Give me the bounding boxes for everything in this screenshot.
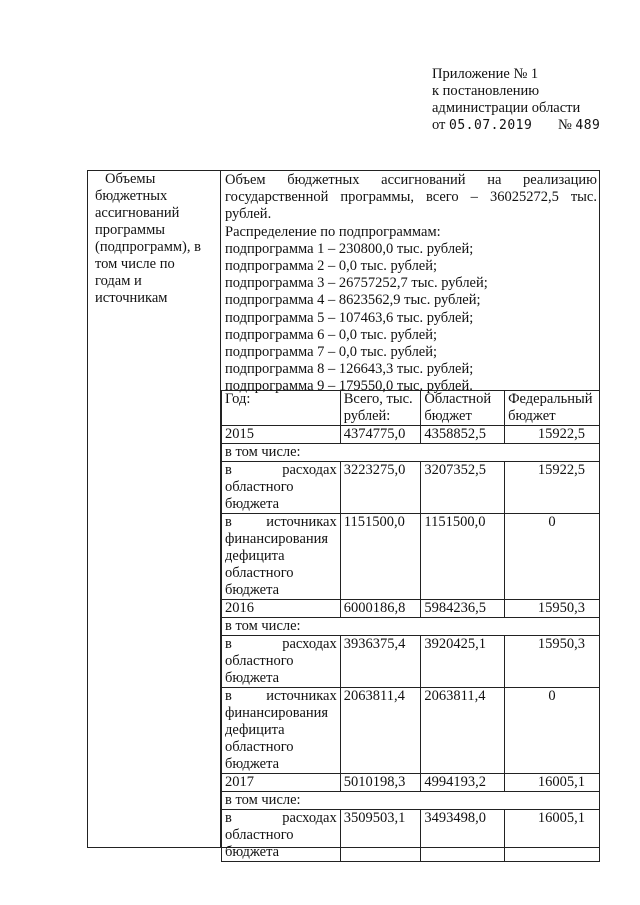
expenses-label	[222, 462, 341, 514]
header-federal: Федеральный бюджет	[505, 391, 600, 426]
federal-cell: 15922,5	[505, 462, 600, 514]
table-row	[222, 810, 600, 862]
regional-cell: 4994193,2	[421, 774, 505, 792]
deficit-sources-label	[222, 514, 341, 600]
year-cell: 2017	[222, 774, 341, 792]
including-label: в том числе:	[222, 618, 600, 636]
appendix-subtitle-1: к постановлению	[432, 83, 540, 99]
year-cell: 2016	[222, 600, 341, 618]
expenses-label	[222, 810, 341, 862]
federal-cell: 16005,1	[505, 774, 600, 792]
subprogram-line: подпрограмма 2 – 0,0 тыс. рублей;	[225, 258, 438, 275]
financing-table	[221, 390, 600, 862]
total-cell: 2063811,4	[340, 688, 421, 774]
table-row-year	[222, 774, 600, 792]
subprogram-line: подпрограмма 8 – 126643,3 тыс. рублей;	[225, 361, 474, 378]
subprogram-line: подпрограмма 3 – 26757252,7 тыс. рублей;	[225, 275, 488, 292]
decree-date: 05.07.2019	[449, 118, 533, 133]
intro-line: Объем бюджетных ассигнований на реализацию	[225, 172, 597, 188]
deficit-sources-label	[222, 688, 341, 774]
left-cell-line: том числе по	[95, 256, 175, 272]
label-word: источниках	[266, 688, 337, 704]
label-rest: областного бюджета	[225, 653, 294, 686]
including-label: в том числе:	[222, 444, 600, 462]
regional-cell: 1151500,0	[421, 514, 505, 600]
regional-cell: 3207352,5	[421, 462, 505, 514]
table-row-including	[222, 618, 600, 636]
left-cell-line: программы	[95, 222, 165, 238]
left-cell-line: бюджетных	[95, 188, 168, 204]
label-word: источниках	[266, 514, 337, 530]
date-prefix: от	[432, 117, 446, 133]
appendix-date-line	[432, 117, 600, 134]
total-cell: 3936375,4	[340, 636, 421, 688]
label-rest: финансирования дефицита областного бюджета	[225, 531, 329, 598]
total-cell: 4374775,0	[340, 426, 421, 444]
label-word: расходах	[282, 636, 337, 652]
federal-cell: 0	[505, 688, 600, 774]
subprogram-line: подпрограмма 7 – 0,0 тыс. рублей;	[225, 344, 438, 361]
regional-cell: 5984236,5	[421, 600, 505, 618]
table-row	[222, 514, 600, 600]
table-row-year	[222, 426, 600, 444]
label-word: в	[225, 688, 232, 704]
expenses-label	[222, 636, 341, 688]
intro-line: государственной программы, всего – 36025272,5 тыс.	[225, 189, 597, 206]
subprogram-line: подпрограмма 1 – 230800,0 тыс. рублей;	[225, 240, 474, 257]
left-cell-line: источникам	[95, 290, 168, 306]
decree-number: 489	[575, 118, 601, 133]
total-cell: 6000186,8	[340, 600, 421, 618]
label-word: в	[225, 636, 232, 652]
federal-cell: 15950,3	[505, 600, 600, 618]
table-row	[222, 636, 600, 688]
year-cell: 2015	[222, 426, 341, 444]
federal-cell: 15922,5	[505, 426, 600, 444]
table-row	[222, 462, 600, 514]
header-regional: Областной бюджет	[421, 391, 505, 426]
left-cell-line: (подпрограмм), в	[95, 239, 201, 255]
left-cell-line: Объемы	[105, 171, 156, 187]
label-word: в	[225, 462, 232, 478]
total-cell: 3509503,1	[340, 810, 421, 862]
label-word: расходах	[282, 810, 337, 826]
appendix-header	[432, 66, 600, 134]
header-total: Всего, тыс. рублей:	[340, 391, 421, 426]
subprogram-line: подпрограмма 6 – 0,0 тыс. рублей;	[225, 326, 438, 343]
left-cell	[95, 171, 215, 307]
total-cell: 3223275,0	[340, 462, 421, 514]
number-label: №	[557, 117, 572, 133]
total-cell: 1151500,0	[340, 514, 421, 600]
total-cell: 5010198,3	[340, 774, 421, 792]
label-rest: областного бюджета	[225, 827, 294, 860]
distribution-title: Распределение по подпрограммам:	[225, 223, 441, 240]
federal-cell: 16005,1	[505, 810, 600, 862]
intro-line: рублей.	[225, 206, 272, 223]
label-word: расходах	[282, 462, 337, 478]
including-label: в том числе:	[222, 792, 600, 810]
federal-cell: 0	[505, 514, 600, 600]
header-year: Год:	[222, 391, 341, 426]
subprogram-line: подпрограмма 4 – 8623562,9 тыс. рублей;	[225, 292, 481, 309]
right-cell	[225, 172, 597, 396]
regional-cell: 2063811,4	[421, 688, 505, 774]
label-rest: областного бюджета	[225, 479, 294, 512]
table-row	[222, 688, 600, 774]
regional-cell: 3493498,0	[421, 810, 505, 862]
subprogram-line: подпрограмма 9 – 179550,0 тыс. рублей.	[225, 378, 473, 395]
left-cell-line: годам и	[95, 273, 142, 289]
appendix-title: Приложение № 1	[432, 66, 539, 82]
federal-cell: 15950,3	[505, 636, 600, 688]
label-word: в	[225, 810, 232, 826]
appendix-subtitle-2: администрации области	[432, 100, 581, 116]
table-row-including	[222, 792, 600, 810]
left-cell-line: ассигнований	[95, 205, 180, 221]
label-word: в	[225, 514, 232, 530]
subprogram-line: подпрограмма 5 – 107463,6 тыс. рублей;	[225, 309, 474, 326]
table-row-including	[222, 444, 600, 462]
label-rest: финансирования дефицита областного бюджета	[225, 705, 329, 772]
regional-cell: 3920425,1	[421, 636, 505, 688]
table-row-year	[222, 600, 600, 618]
regional-cell: 4358852,5	[421, 426, 505, 444]
table-header-row	[222, 391, 600, 426]
